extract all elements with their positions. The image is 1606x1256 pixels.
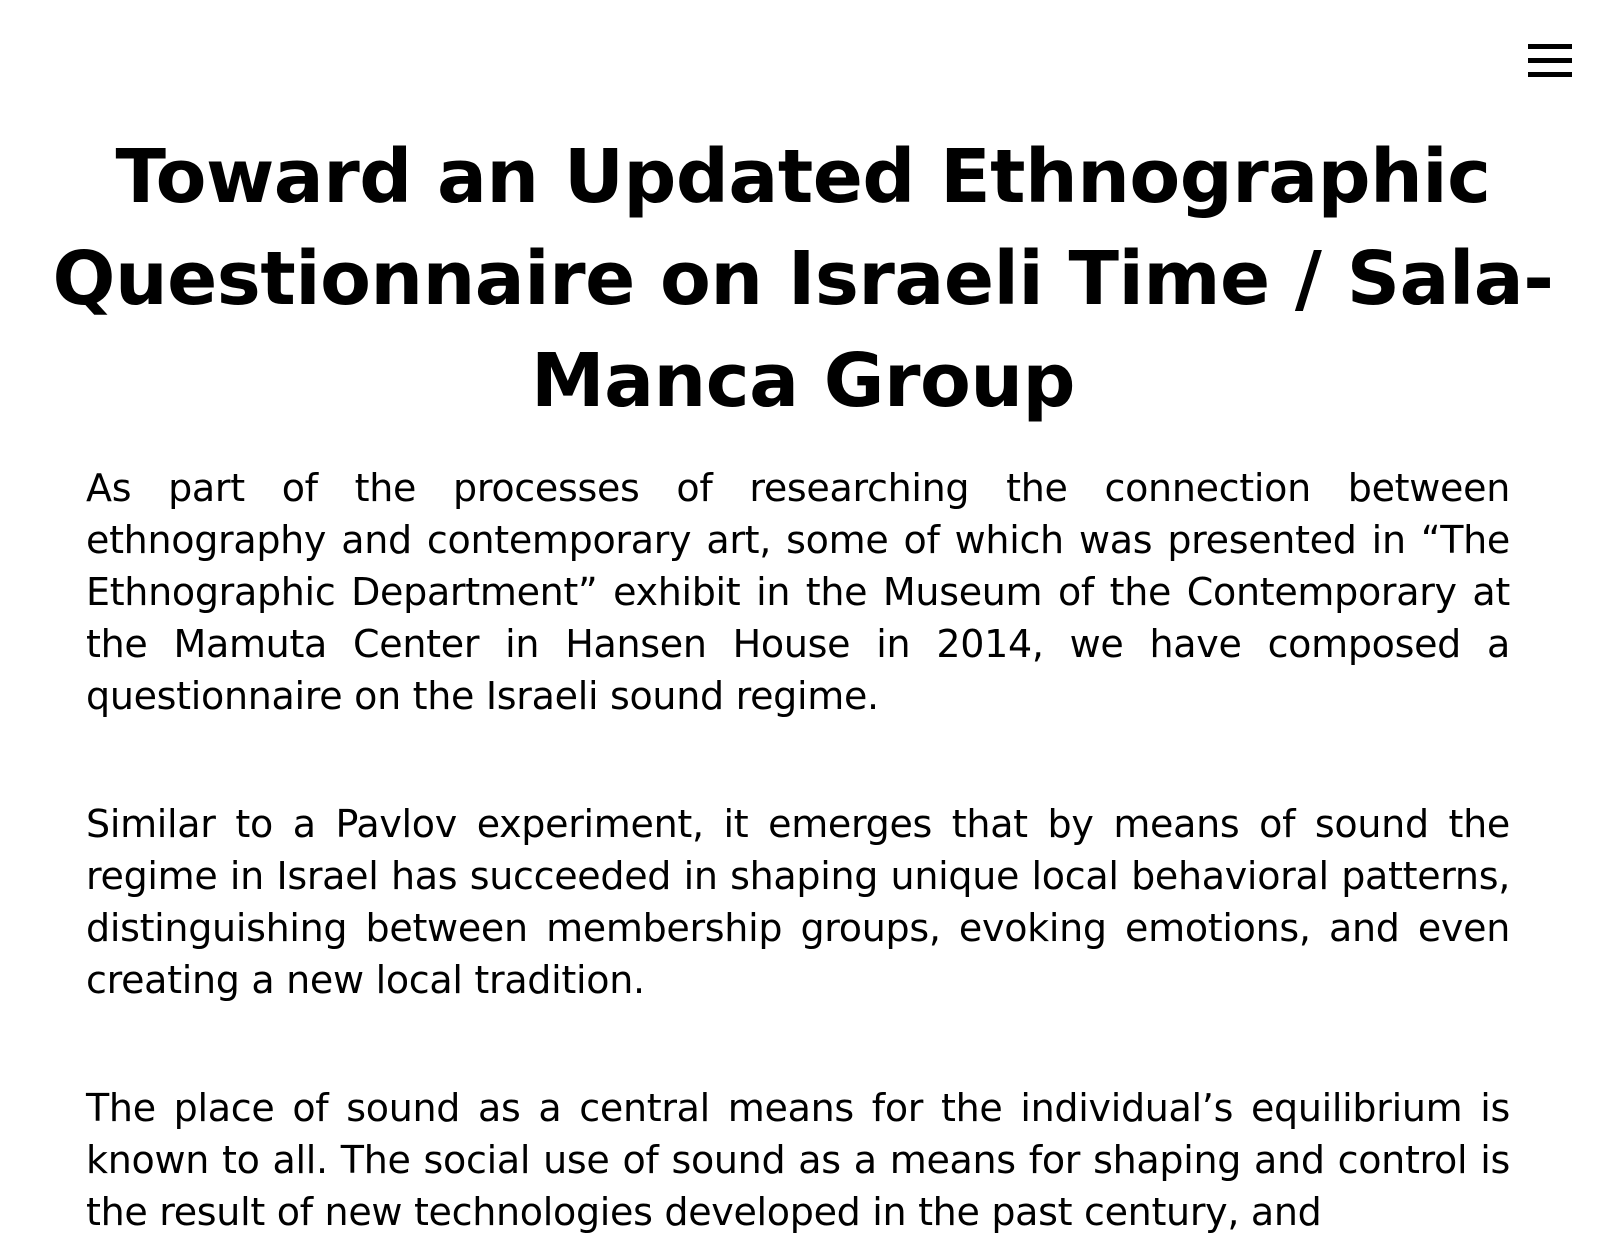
article-body (86, 462, 1510, 1256)
article-paragraph: Similar to a Pavlov experiment, it emerges that by means of sound the regime in Israel has succeeded in shaping unique local behavioral patterns, distinguishing between membership groups, evoking emotions, and even creating a new local tradition. (86, 802, 1510, 1002)
menu-bar (1528, 58, 1572, 63)
article-paragraph: The place of sound as a central means for the individual’s equilibrium is known to all. The social use of sound as a means for shaping and control is the result of new technologies developed in the past century, and (86, 1086, 1510, 1234)
page-title: Toward an Updated Ethnographic Questionnaire on Israeli Time / Sala-Manca Group (52, 134, 1554, 424)
hamburger-menu-icon[interactable] (1528, 44, 1572, 80)
menu-bar (1528, 44, 1572, 49)
article-paragraph: As part of the processes of researching the connection between ethnography and contemporary art, some of which was presented in “The Ethnographic Department” exhibit in the Museum of the Contemporary at the Mamuta Center in Hansen House in 2014, we have composed a questionnaire on the Israeli sound regime. (86, 466, 1510, 718)
menu-bar (1528, 72, 1572, 77)
